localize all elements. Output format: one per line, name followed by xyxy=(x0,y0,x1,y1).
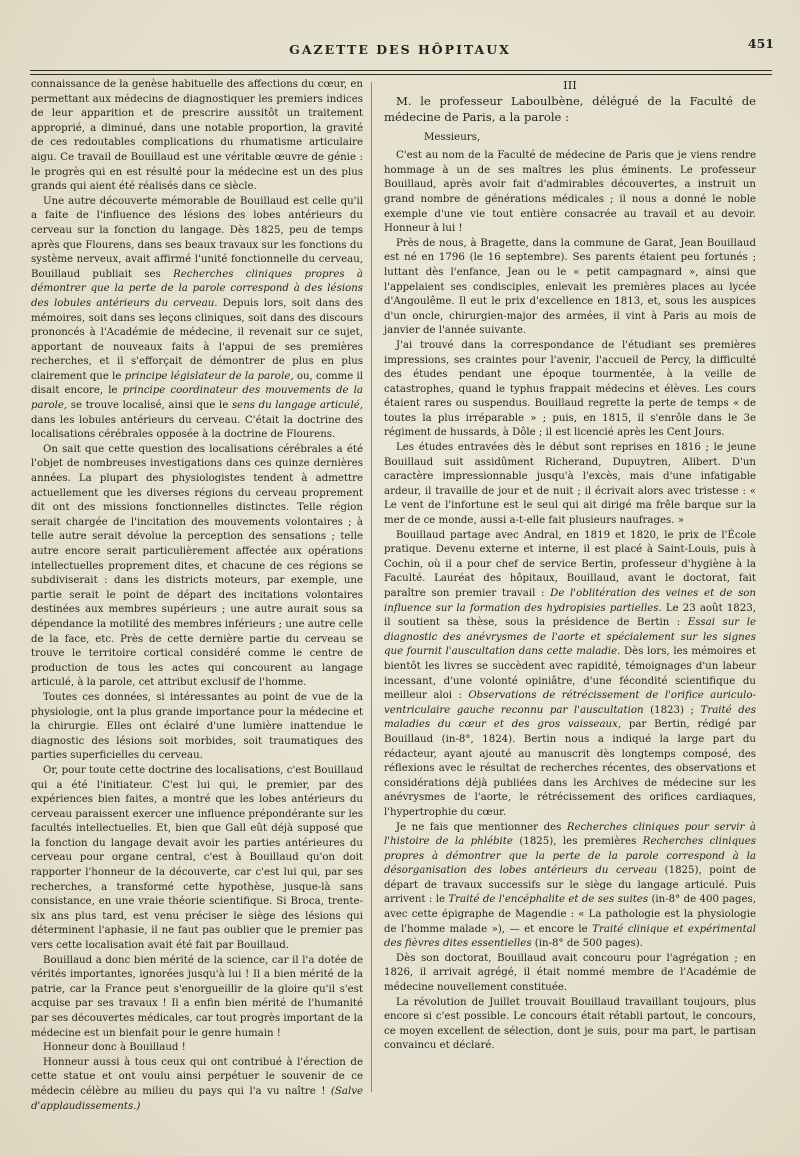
paragraph xyxy=(31,195,363,443)
page-number: 451 xyxy=(747,36,774,51)
paragraph xyxy=(384,821,756,952)
work-title: Recherches cliniques propres à démontrer que la perte de la parole correspond à la désorganisation des lobes antérieurs du cerveau xyxy=(384,836,756,877)
work-title: Recherches cliniques propres à démontrer que la perte de la parole correspond à des lésions des lobules antérieurs du cerveau. xyxy=(31,268,363,309)
header-rule-thin xyxy=(30,74,772,75)
work-title: Essai sur le diagnostic des anévrysmes de l'aorte et spécialement sur les signes que fournit l'auscultation dans cette maladie. xyxy=(384,617,756,658)
column-divider xyxy=(371,82,372,1092)
paragraph xyxy=(31,1056,363,1114)
work-title: Traité des maladies du cœur et des gros vaisseaux, xyxy=(384,704,757,731)
text-run: ou, comme il disait encore, le xyxy=(31,370,363,397)
paragraph: Honneur donc à Bouillaud ! xyxy=(43,1042,186,1054)
text-run: Dès lors, les mémoires et bientôt les livres se succèdent avec rapidité, témoignages d'un labeur incessant, d'une volonté opiniâtre, d'une fécondité scientifique du meilleur aloi : xyxy=(384,646,756,702)
quoted-term: principe législateur de la parole, xyxy=(124,370,294,382)
paragraph: connaissance de la genèse habituelle des affections du cœur, en permettant aux médecins de diagnostiquer les premiers indices de leur apparition et de prescrire aussitôt un traitement approprié, a diminué, dans une notable proportion, la gravité de ces redoutables complications du rhumatisme articulaire aigu. Ce travail de Bouillaud est une véritable œuvre de génie : le progrès qui en est résulté pour la médecine est un des plus grands qui aient été réalisés dans ce siècle. xyxy=(31,79,363,193)
right-column xyxy=(384,78,756,1054)
left-column xyxy=(31,78,363,1114)
text-run: Je ne fais que mentionner des xyxy=(396,821,567,833)
stage-direction: (Salve d'applaudissements.) xyxy=(31,1085,363,1112)
text-run: (1825), les premières xyxy=(512,836,643,848)
paragraph: Toutes ces données, si intéressantes au point de vue de la physiologie, ont la plus grande importance pour la médecine et la chirurgie. Elles ont éclairé d'une lumière inattendue le diagnostic des lésions soit morbides, soit traumatiques des parties superficielles du cerveau. xyxy=(31,691,363,762)
text-run: dans les lobules antérieurs du cerveau. C'était la doctrine des localisations cérébrales opposée à la doctrine de Flourens. xyxy=(31,414,363,441)
work-title: Traité clinique et expérimental des fièvres dites essentielles xyxy=(384,923,756,950)
text-run: Honneur aussi à tous ceux qui ont contribué à l'érection de cette statue et ont voulu ainsi perpétuer le souvenir de ce médecin célèbre au milieu du pays qui l'a vu naître ! xyxy=(31,1056,363,1097)
text-run: (1825), point de départ de travaux successifs sur le siège du langage articulé. Puis arrivent : le xyxy=(384,865,756,906)
page-header xyxy=(20,36,780,62)
text-run: Bouillaud partage avec Andral, en 1819 et 1820, le prix de l'École pratique. Devenu externe et interne, il est placé à Saint-Louis, puis à Cochin, où il a pour chef de service Bertin, professeur d'hygiène à la Faculté. Lauréat des hôpitaux, Bouillaud, avant le doctorat, fait paraître son premier travail : xyxy=(384,529,756,599)
paragraph xyxy=(384,529,756,821)
text-run: par Bertin, rédigé par Bouillaud (in-8°, 1824). Bertin nous a indiqué la large part du rédacteur, ayant ajouté au manuscrit dès longtemps composé, des réflexions avec le résultat de recherches récentes, des observations et considérations déjà publiées dans les Archives de médecine sur les anévrysmes de l'aorte, le rétrécissement des orifices cardiaques, l'hypertrophie du cœur. xyxy=(384,719,756,818)
paragraph: Bouillaud a donc bien mérité de la science, car il l'a dotée de vérités importantes, ignorées jusqu'à lui ! Il a bien mérité de la patrie, car la France peut s'enorgueillir de la gloire qu'il s'est acquise par ses travaux ! Il a enfin bien mérité de l'humanité par ses découvertes médicales, car tout progrès important de la médecine est un bienfait pour le genre humain ! xyxy=(31,954,363,1039)
section-number: III xyxy=(563,78,577,92)
work-title: Observations de rétrécissement de l'orifice auriculo-ventriculaire gauche reconnu par l'auscultation xyxy=(384,690,757,716)
paragraph: Près de nous, à Bragette, dans la commune de Garat, Jean Bouillaud est né en 1796 (le 16 septembre). Ses parents étaient peu fortunés ; luttant dès l'enfance, Jean ou le « petit campagnard », ainsi que l'appelaient ses condisciples, enlevait les premières places au lycée d'Angoulême. Il eut le prix d'excellence en 1813, et, sous les auspices d'un oncle, chirurgien-major des armées, il vint à Paris au mois de janvier de l'année suivante. xyxy=(384,237,756,337)
work-title: Recherches cliniques pour servir à l'histoire de la phlébite xyxy=(384,821,756,848)
journal-title: GAZETTE DES HÔPITAUX xyxy=(289,42,511,57)
paragraph: J'ai trouvé dans la correspondance de l'étudiant ses premières impressions, ses craintes pour l'avenir, l'accueil de Percy, la difficulté des études pendant une époque tourmentée, à la veille de catastrophes, quand le typhus frappait médecins et élèves. Les cours étaient rares ou suspendus. Bouillaud regrette la perte de temps « de toutes la plus irréparable » ; puis, en 1815, il s'enrôle dans le 3e régiment de hussards, à Dôle ; il est licencié après les Cent Jours. xyxy=(384,339,756,439)
text-run: Depuis lors, soit dans des mémoires, soit dans ses leçons cliniques, soit dans des discours prononcés à l'Académie de médecine, il revenait sur ce sujet, apportant de nouveaux faits à l'appui de ses premières recherches, et il s'efforçait de démontrer de plus en plus clairement que le xyxy=(31,297,364,382)
text-run: se trouve localisé, ainsi que le xyxy=(67,400,232,412)
work-title: Traité de l'encéphalite et de ses suites xyxy=(448,894,649,906)
paragraph: Or, pour toute cette doctrine des localisations, c'est Bouillaud qui a été l'initiateur. C'est lui qui, le premier, par des expériences bien faites, a montré que les lobes antérieurs du cerveau paraissent exercer une influence prépondérante sur les facultés intellectuelles. Et, bien que Gall eût déjà supposé que la fonction du langage devait avoir les parties antérieures du cerveau pour organe central, c'est à Bouillaud qu'on doit rapporter l'honneur de la découverte, car c'est lui qui, par ses recherches, a transformé cette hypothèse, jusque-là sans consistance, en une vraie théorie scientifique. Si Broca, trente-six ans plus tard, est venu préciser le siège des lésions qui déterminent l'aphasie, il ne faut pas oublier que le premier pas vers cette localisation avait été fait par Bouillaud. xyxy=(31,764,363,952)
speaker-intro: M. le professeur Laboulbène, délégué de la Faculté de médecine de Paris, a la parole : xyxy=(384,93,756,124)
work-title: De l'oblitération des veines et de son influence sur la formation des hydropisies partielles. xyxy=(384,588,756,614)
quoted-term: sens du langage articulé, xyxy=(231,400,363,412)
text-run: Une autre découverte mémorable de Bouillaud est celle qu'il a faite de l'influence des lésions des lobes antérieurs du cerveau sur la fonction du langage. Dès 1825, peu de temps après que Flourens, dans ses beaux travaux sur les fonctions du système nerveux, avait affirmé l'unité fonctionnelle du cerveau, Bouillaud publiait ses xyxy=(31,195,363,280)
header-rule xyxy=(30,70,772,71)
paragraph: Les études entravées dès le début sont reprises en 1816 ; le jeune Bouillaud suit assidûment Richerand, Dupuytren, Alibert. D'un caractère impressionnable jusqu'à l'excès, mais d'une infatigable ardeur, il travaille de jour et de nuit ; il écrivait alors avec tristesse : « Le vent de l'infortune est le seul qui ait dirigé ma frêle barque sur la mer de ce monde, aussi a-t-elle fait plusieurs naufrages. » xyxy=(384,442,756,527)
text-run: (in-8° de 500 pages). xyxy=(531,938,643,950)
paragraph: C'est au nom de la Faculté de médecine de Paris que je viens rendre hommage à un de ses maîtres les plus éminents. Le professeur Bouillaud, après avoir fait d'admirables découvertes, a instruit un grand nombre de générations médicales ; il nous a donné le noble exemple d'une vie tout entière consacrée au travail et au devoir. Honneur à lui ! xyxy=(384,150,756,235)
paragraph: Dès son doctorat, Bouillaud avait concouru pour l'agrégation ; en 1826, il arrivait agrégé, il était nommé membre de l'Académie de médecine nouvellement constituée. xyxy=(384,952,756,994)
text-run: (in-8° de 400 pages, avec cette épigraphe de Magendie : « La pathologie est la physiologie de l'homme malade »), — et encore le xyxy=(384,894,756,935)
quoted-term: principe coordinateur des mouvements de la parole, xyxy=(31,385,363,412)
salutation: Messieurs, xyxy=(424,131,481,143)
paragraph: La révolution de Juillet trouvait Bouillaud travaillant toujours, plus encore si c'est possible. Le concours était rétabli partout, le concours, ce moyen excellent de sélection, dont je suis, pour ma part, le partisan convaincu et déclaré. xyxy=(384,996,756,1052)
paragraph: On sait que cette question des localisations cérébrales a été l'objet de nombreuses investigations dans ces quinze dernières années. La plupart des physiologistes tendent à admettre actuellement que les diverses régions du cerveau proprement dit ont des missions fonctionnelles distinctes. Telle région serait chargée de l'incitation des mouvements volontaires ; à telle autre serait dévolue la perception des sensations ; telle autre encore serait particulièrement affectée aux opérations intellectuelles proprement dites, et chacune de ces régions se subdiviserait : dans les districts moteurs, par exemple, une partie serait le point de départ des incitations volontaires destinées aux membres supérieurs ; une autre aurait sous sa dépendance la motilité des membres inférieurs ; une autre celle de la face, etc. Près de cette dernière partie du cerveau se trouve le territoire cortical considéré comme le centre de production de tous les actes qui concourent au langage articulé, à la parole, cet attribut exclusif de l'homme. xyxy=(31,443,363,689)
text-run: (1823) ; xyxy=(643,704,701,716)
text-run: Le 23 août 1823, il soutient sa thèse, sous la présidence de Bertin : xyxy=(384,602,756,629)
